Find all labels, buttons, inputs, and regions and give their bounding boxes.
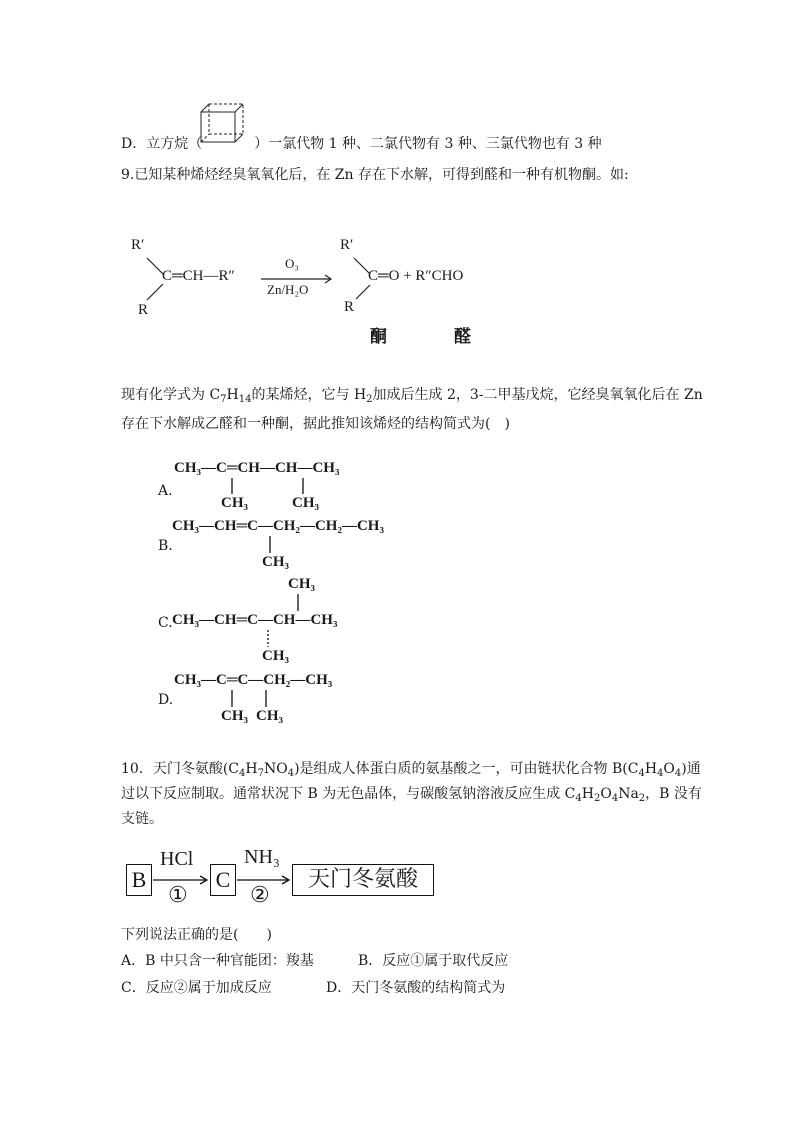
scheme-reagent-ozone: O₃	[285, 256, 299, 271]
scheme-product-r: R	[344, 299, 355, 315]
q10-text-1e: H	[644, 761, 658, 777]
flow-box-b: B	[126, 864, 152, 896]
q10-sub-7: 7	[257, 768, 264, 779]
scheme-r: R	[138, 302, 149, 318]
scheme-reagent-zn: Zn/H₂O	[267, 282, 309, 297]
q9-sub-7: 7	[220, 394, 227, 405]
option-b-formula: CH₃—CH═C—CH₂—CH₂—CH₃	[172, 518, 384, 534]
q8-d-prefix: D．立方烷（	[121, 136, 203, 152]
q10-question: 下列说法正确的是( )	[121, 927, 272, 943]
flow-box-c: C	[210, 864, 236, 896]
option-d-sub1: CH₃	[221, 708, 248, 724]
flow-step-1: ①	[168, 882, 188, 907]
q10-text-2b: H	[581, 786, 594, 802]
q10-text-2c: O	[600, 786, 612, 802]
q9-body-line2: 存在下水解成乙醛和一种酮，据此推知该烯烃的结构简式为( )	[121, 416, 510, 432]
q9-text-c: 的某烯烃，它与 H	[251, 387, 367, 403]
q10-option-b[interactable]: B．反应①属于取代反应	[358, 953, 509, 969]
flow-step-2: ②	[250, 882, 270, 907]
option-d-sub2: CH₃	[256, 708, 283, 724]
q10-text-2d: Na	[618, 786, 639, 802]
q10-text-2e: ，B 没有	[645, 786, 702, 802]
q9-sub-14: 14	[238, 394, 252, 405]
option-c-label[interactable]: C.	[158, 615, 173, 631]
q10-sub-4b: 4	[287, 768, 295, 779]
option-c-formula: CH₃—CH═C—CH—CH₃	[172, 612, 338, 628]
flow-reagent-nh3: NH₃	[244, 846, 280, 868]
flow-box-product: 天门冬氨酸	[292, 864, 434, 896]
q10-text-1f: O	[663, 761, 675, 777]
option-d-formula: CH₃—C═C—CH₂—CH₃	[174, 672, 333, 688]
option-c-sup: CH₃	[288, 576, 315, 592]
q10-option-c[interactable]: C．反应②属于加成反应	[121, 980, 272, 996]
label-aldehyde: 醛	[454, 327, 471, 347]
q10-option-a[interactable]: A．B 中只含一种官能团：羧基	[121, 953, 314, 969]
option-a-label[interactable]: A.	[158, 483, 173, 499]
flow-reagent-hcl: HCl	[160, 848, 194, 870]
scheme-product: C═O + R″CHO	[368, 268, 464, 284]
scheme-r-prime: R′	[131, 237, 145, 253]
q10-sub-4g: 4	[611, 793, 619, 804]
q10-sub-2a: 2	[593, 793, 601, 804]
option-d-label[interactable]: D.	[158, 692, 174, 708]
option-a-sub1: CH₃	[221, 495, 248, 511]
q10-sub-2b: 2	[638, 793, 646, 804]
scheme-product-r-prime: R′	[340, 237, 354, 253]
q10-sub-4d: 4	[657, 768, 664, 779]
q10-option-d[interactable]: D．天门冬氨酸的结构简式为	[326, 980, 506, 996]
q9-text-b: H	[226, 387, 239, 403]
q9-text-a: 现有化学式为 C	[121, 387, 221, 403]
q10-line3: 支链。	[121, 811, 163, 827]
q10-sub-4a: 4	[239, 768, 246, 779]
q10-text-1g: )通	[681, 761, 701, 777]
option-a-formula: CH₃—C═CH—CH—CH₃	[174, 460, 340, 476]
option-b-label[interactable]: B.	[158, 538, 173, 554]
q10-sub-4c: 4	[638, 768, 645, 779]
q10-sub-4f: 4	[575, 793, 582, 804]
q10-text-2a: 过以下反应制取。通常状况下 B 为无色晶体，与碳酸氢钠溶液反应生成 C	[121, 786, 576, 802]
q8-d-suffix: ）一氯代物 1 种、二氯代物有 3 种、三氯代物也有 3 种	[254, 136, 602, 152]
q9-text-d: 加成后生成 2，3-二甲基戊烷，它经臭氧氧化后在 Zn	[372, 387, 703, 403]
scheme-alkene: C═CH—R″	[162, 268, 235, 284]
q9-sub-2: 2	[366, 394, 373, 405]
q10-sub-4e: 4	[674, 768, 682, 779]
q10-text-1c: NO	[263, 761, 288, 777]
q10-text-1a: 10．天门冬氨酸(C	[121, 761, 239, 777]
option-b-sub: CH₃	[262, 554, 289, 570]
q9-stem: 9.已知某种烯烃经臭氧氧化后，在 Zn 存在下水解，可得到醛和一种有机物酮。如:	[121, 167, 629, 183]
label-ketone: 酮	[370, 327, 387, 347]
option-a-sub2: CH₃	[292, 495, 319, 511]
q10-text-1d: )是组成人体蛋白质的氨基酸之一，可由链状化合物 B(C	[294, 761, 639, 777]
q10-text-1b: H	[245, 761, 258, 777]
option-c-sub: CH₃	[262, 648, 289, 664]
